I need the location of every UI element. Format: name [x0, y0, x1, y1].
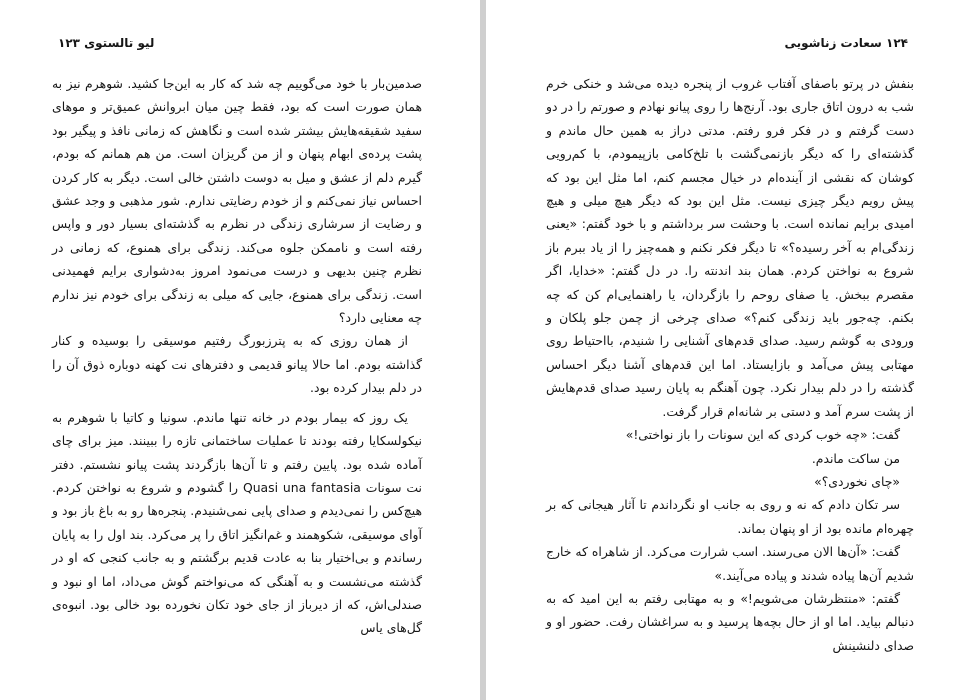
paragraph: صدمین‌بار با خود می‌گوییم چه شد که کار به این‌جا کشید. شوهرم نیز به همان صورت است که بود، فقط چین میان ابروانش عمیق‌تر و موهای سفید شقیقه‌هایش بیشتر شده است و نگاهش که زمانی نافذ و پیگیر بود پشت پرده‌ی ابهام پنهان و از من گریزان است. من هم همانم که بودم، گیرم دلم از عشق و میل به دوست داشتن خالی است. دیگر به کار کردن احساس نیاز نمی‌کنم و از خودم رضایتی ندارم. شور مذهبی و وجد عشق و رضایت از سرشاری زندگی در نظرم به گذشته‌ای بسیار دور و واپس رفته است و ناممکن جلوه می‌کند. زندگی برای همنوع، که زمانی در نظرم چنین بدیهی و درست می‌نمود امروز به‌دشواری برایم فهمیدنی است. زندگی برای همنوع، جایی که میلی به زندگی برای خودم نیز ندارم چه معنایی دارد؟ [52, 76, 422, 326]
right-page-header: ۱۲۴ سعادت زناشویی [784, 36, 908, 50]
paragraph: من ساکت ماندم. [811, 450, 900, 466]
left-page-header: لیو تالستوی ۱۲۳ [58, 36, 155, 50]
right-page [486, 0, 966, 700]
paragraph: «چای نخوردی؟» [814, 473, 900, 489]
right-page-body [546, 72, 914, 657]
left-page-body [52, 72, 422, 640]
paragraph: گفت: «آن‌ها الان می‌رسند. اسب شرارت می‌کرد. از شاهراه که خارج شدیم آن‌ها پیاده شدند و پیاده می‌آیند.» [546, 544, 914, 583]
paragraph: از همان روزی که به پترزبورگ رفتیم موسیقی را بوسیده و کنار گذاشته بودم. اما حالا پیانو قدیمی و دفترهای نت کهنه دوباره ذوق آن را در دلم بیدار کرده بود. [52, 333, 422, 396]
paragraph: گفت: «چه خوب کردی که این سونات را باز نواختی!» [625, 427, 900, 443]
paragraph: گفتم: «منتظرشان می‌شویم!» و به مهتابی رفتم به این امید که به دنبالم بیاید. اما او از حال بچه‌ها پرسید و به سراغشان رفت. حضور او و صدای دلنشینش [546, 590, 914, 653]
paragraph: یک روز که بیمار بودم در خانه تنها ماندم. سونیا و کاتیا با شوهرم به نیکولسکایا رفته بودند تا عملیات ساختمانی تازه را ببینند. میز برای چای آماده شده بود. پایین رفتم و تا آن‌ها بازگردند پشت پیانو نشستم. دفتر نت سونات Quasi una fantasia را گشودم و شروع به نواختن کردم. هیچ‌کس را نمی‌دیدم و صدای پایی نمی‌شنیدم. پنجره‌ها رو به باغ باز بود و آوای موسیقی، شکوهمند و غم‌انگیز اتاق را پر می‌کرد. بند اول را به پایان رساندم و بی‌اختیار بنا به عادت قدیم برگشتم و به جانب کنجی که او در گذشته می‌نشست و به آهنگی که می‌نواختم گوش می‌داد، اما او نبود و صندلی‌اش، که از دیرباز از جای خود تکان نخورده بود خالی بود. انبوه‌ی گل‌های یاس [52, 409, 422, 636]
paragraph: سر تکان دادم که نه و روی به جانب او نگرداندم تا آثار هیجانی که بر چهره‌ام مانده بود از او پنهان بماند. [546, 497, 914, 536]
left-page [0, 0, 480, 700]
paragraph: بنفش در پرتو باصفای آفتاب غروب از پنجره دیده می‌شد و خنکی خرم شب به درون اتاق جاری بود. آرنج‌ها را روی پیانو نهادم و صورتم را در دو دست گرفتم و در فکر فرو رفتم. مدتی دراز به همین حال ماندم و گذشته‌ای را که دیگر بازنمی‌گشت با تلخ‌کامی بازپیمودم، با کم‌رویی کوشان که نقشی از آینده‌ام در خیال مجسم کنم، اما مثل این بود که پیش رویم دیگر چیزی نیست. مثل این بود که دیگر هیچ میلی و هیچ امیدی برایم نمانده است. با وحشت سر برداشتم و با خود گفتم: «یعنی زندگی‌ام به آخر رسیده؟» تا دیگر فکر نکنم و همه‌چیز را از یاد ببرم باز شروع به نواختن کردم. همان بند اندنته را. در دل گفتم: «خدایا، اگر مقصرم ببخش. یا صفای روحم را بازگردان، یا راهنمایی‌ام کن که چه بکنم. چه‌جور باید زندگی کنم؟» صدای چرخی از چمن جلو پلکان و ورودی به گوشم رسید. صدای قدم‌های آشنایی را شنیدم، با‌احتیاط روی مهتابی پیش می‌آمد و بازایستاد. اما این قدم‌های آشنا دیگر احساس گذشته را در دلم بیدار نکرد. چون آهنگم به پایان رسید صدای قدم‌هایش از پشت سرم آمد و دستی بر شانه‌ام قرار گرفت. [546, 76, 914, 419]
